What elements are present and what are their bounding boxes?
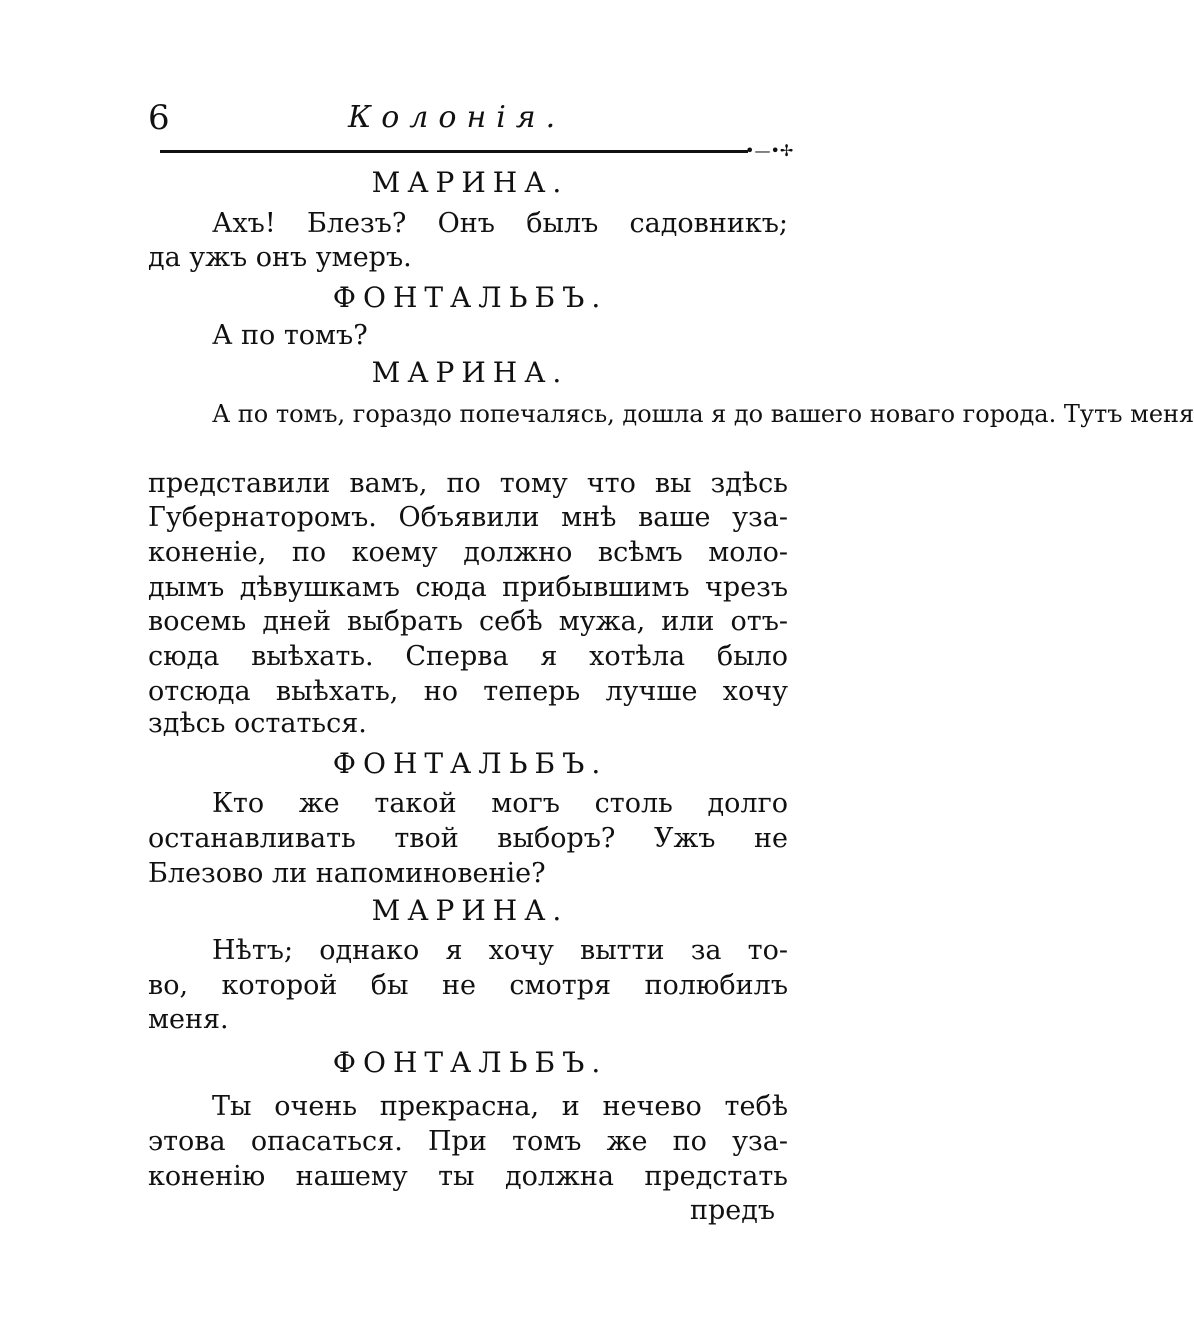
text-line: Блезово ли напоминовеніе? <box>148 858 546 889</box>
text-line: во, которой бы не смотря полюбилъ <box>148 970 788 1001</box>
text-line: А по томъ? <box>212 320 368 351</box>
text-line: коненію нашему ты должна предстать <box>148 1161 788 1192</box>
text-line: этова опасаться. При томъ же по уза- <box>148 1126 788 1157</box>
text-line: меня. <box>148 1004 229 1035</box>
rule-ornament-icon: •—•✢ <box>745 141 794 160</box>
text-line: Губернаторомъ. Объявили мнѣ ваше уза- <box>148 502 788 533</box>
catchword: предъ <box>690 1195 776 1226</box>
text-line: А по томъ, гораздо попечалясь, дошла я до вашего новаго города. Тутъ меня <box>212 400 1194 428</box>
text-line: сюда выѣхать. Сперва я хотѣла было <box>148 641 788 672</box>
text-line: Ахъ! Блезъ? Онъ былъ садовникъ; <box>212 208 788 239</box>
text-line: здѣсь остаться. <box>148 708 367 739</box>
text-line: Нѣтъ; однако я хочу вытти за то- <box>212 935 788 966</box>
speaker-name: МАРИНА. <box>371 356 569 389</box>
page-number: 6 <box>148 98 170 138</box>
text-line: останавливать твой выборъ? Ужъ не <box>148 823 788 854</box>
text-line: Ты очень прекрасна, и нечево тебѣ <box>212 1091 788 1122</box>
speaker-name: ФОНТАЛЬБЪ. <box>332 747 608 780</box>
text-line: дымъ дѣвушкамъ сюда прибывшимъ чрезъ <box>148 572 788 603</box>
text-line: да ужъ онъ умеръ. <box>148 242 412 273</box>
text-line: коненіе, по коему должно всѣмъ моло- <box>148 537 788 568</box>
running-title: Колонія. <box>348 100 566 135</box>
text-line: восемь дней выбрать себѣ мужа, или отъ- <box>148 606 788 637</box>
speaker-name: МАРИНА. <box>371 166 569 199</box>
speaker-name: ФОНТАЛЬБЪ. <box>332 1046 608 1079</box>
text-line: Кто же такой могъ столь долго <box>212 788 788 819</box>
header-rule <box>160 150 748 153</box>
text-line: представили вамъ, по тому что вы здѣсь <box>148 468 788 499</box>
text-line: отсюда выѣхать, но теперь лучше хочу <box>148 676 788 707</box>
speaker-name: ФОНТАЛЬБЪ. <box>332 281 608 314</box>
speaker-name: МАРИНА. <box>371 894 569 927</box>
page-header <box>148 98 808 144</box>
